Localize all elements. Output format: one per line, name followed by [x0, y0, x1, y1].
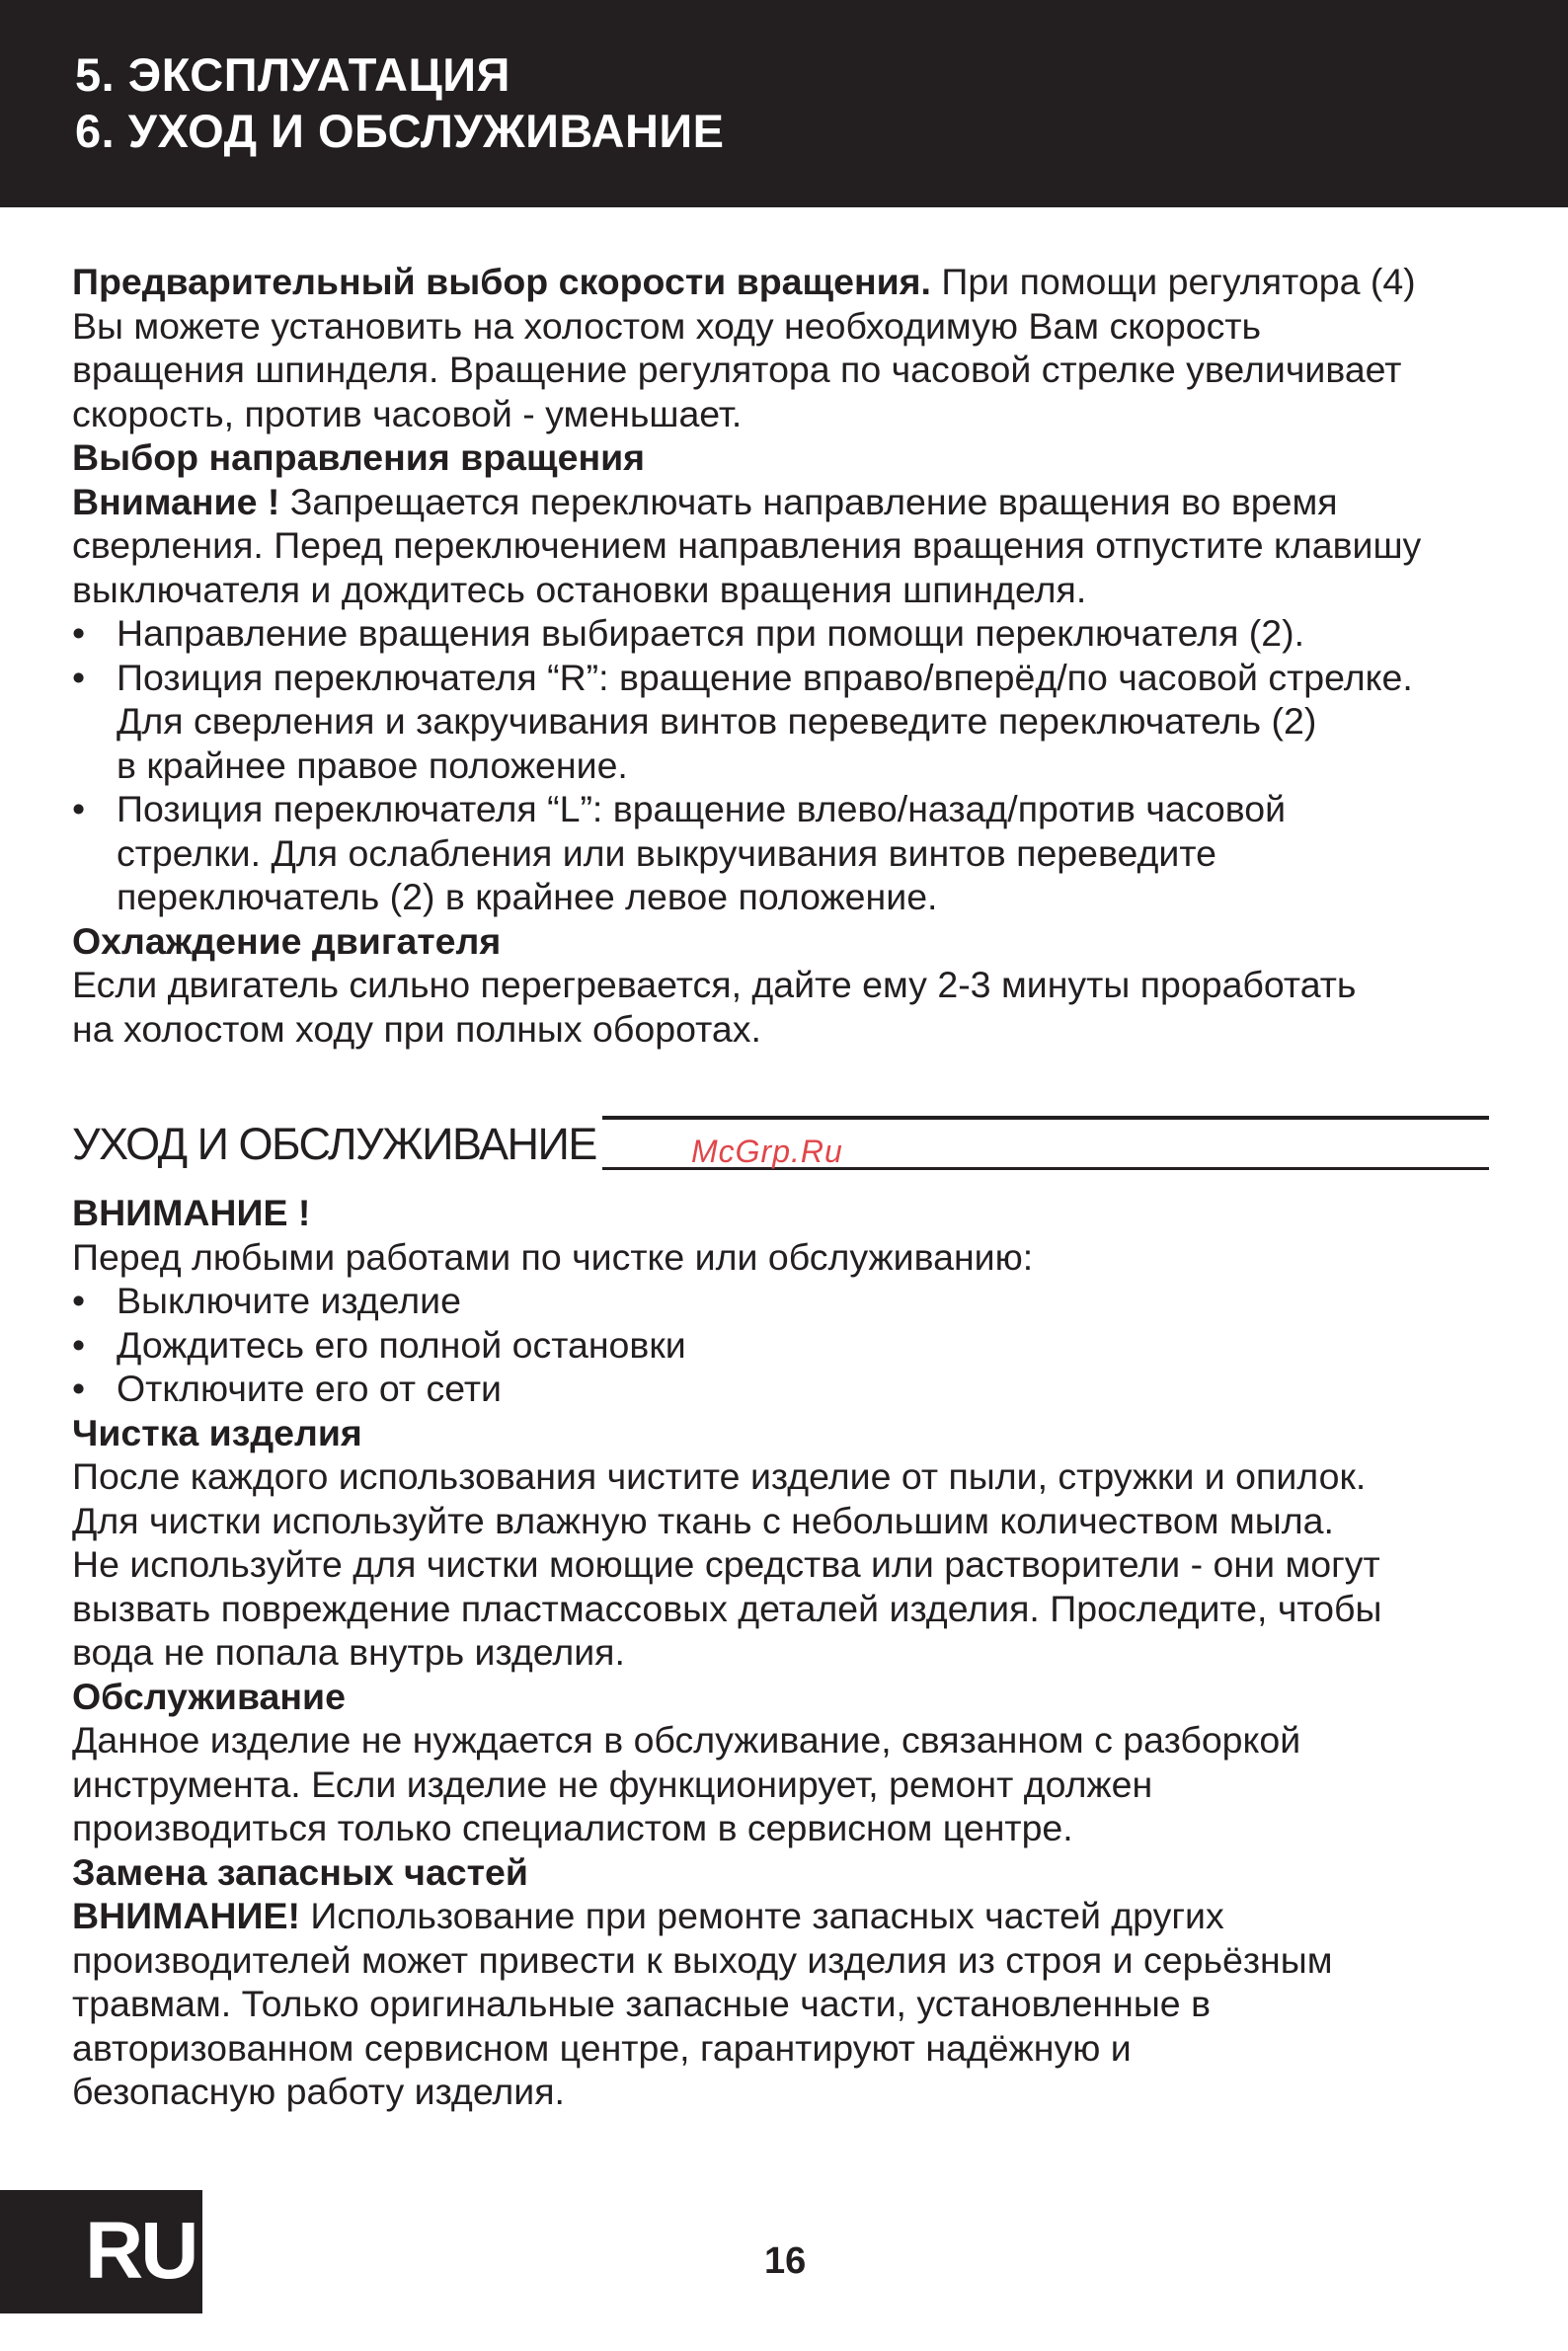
- text-line: на холостом ходу при полных оборотах.: [72, 1007, 761, 1050]
- direction-heading: Выбор направления вращения: [72, 436, 646, 478]
- text-line: Не используйте для чистки моющие средства или растворители - они могут: [72, 1543, 1380, 1585]
- speed-paragraph: [72, 260, 1524, 304]
- language-code: RU: [85, 2206, 196, 2296]
- list-item-text: Направление вращения выбирается при помощи переключателя (2).: [117, 612, 1305, 654]
- speed-label: Предварительный выбор скорости вращения.: [72, 261, 931, 302]
- parts-warning-label: ВНИМАНИЕ!: [72, 1895, 300, 1936]
- text-line: производителей может привести к выходу изделия из строя и серьёзным: [72, 1938, 1333, 1981]
- list-item-text: Дождитесь его полной остановки: [117, 1323, 686, 1366]
- service-heading: Обслуживание: [72, 1675, 346, 1717]
- warning-label: Внимание !: [72, 480, 290, 522]
- language-badge: [0, 2190, 202, 2313]
- text-line: Вы можете установить на холостом ходу необходимую Вам скорость: [72, 304, 1262, 347]
- list-item-continuation: Для сверления и закручивания винтов переведите переключатель (2): [117, 700, 1317, 742]
- text-line: Данное изделие не нуждается в обслуживание, связанном с разборкой: [72, 1719, 1301, 1761]
- header-title-maintenance: 6. УХОД И ОБСЛУЖИВАНИЕ: [75, 105, 725, 157]
- warning-paragraph: [72, 480, 1524, 524]
- text-line: После каждого использования чистите изделие от пыли, стружки и опилок.: [72, 1455, 1367, 1497]
- page-header: [0, 0, 1568, 207]
- list-item-text: Отключите его от сети: [117, 1368, 502, 1409]
- text-line: травмам. Только оригинальные запасные части, установленные в: [72, 1983, 1211, 2024]
- list-item-text: Позиция переключателя “L”: вращение влево/назад/против часовой: [117, 788, 1287, 829]
- list-item: [72, 787, 1524, 831]
- speed-text: При помощи регулятора (4): [930, 261, 1416, 302]
- text-line: скорость, против часовой - уменьшает.: [72, 392, 743, 434]
- text-line: Перед любыми работами по чистке или обслуживанию:: [72, 1235, 1034, 1278]
- list-item-continuation: переключатель (2) в крайнее левое положение.: [117, 876, 938, 917]
- watermark: McGrp.Ru: [691, 1134, 843, 1169]
- text-line: сверления. Перед переключением направления вращения отпустите клавишу: [72, 524, 1422, 566]
- bullet-icon: •: [72, 612, 86, 654]
- list-item-text: Выключите изделие: [117, 1280, 461, 1321]
- parts-paragraph: [72, 1894, 1524, 1938]
- parts-text: Использование при ремонте запасных частей других: [299, 1895, 1224, 1936]
- page-number: 16: [764, 2240, 807, 2282]
- parts-heading: Замена запасных частей: [72, 1850, 528, 1893]
- list-item: [72, 611, 1524, 656]
- text-line: Для чистки используйте влажную ткань с небольшим количеством мыла.: [72, 1499, 1334, 1541]
- text-line: производиться только специалистом в сервисном центре.: [72, 1807, 1073, 1848]
- bullet-icon: •: [72, 1323, 86, 1366]
- text-line: вода не попала внутрь изделия.: [72, 1631, 625, 1673]
- cooling-heading: Охлаждение двигателя: [72, 919, 502, 962]
- warning-text: Запрещается переключать направление вращения во время: [289, 480, 1338, 522]
- text-line: выключателя и дождитесь остановки вращения шпинделя.: [72, 568, 1087, 610]
- cleaning-heading: Чистка изделия: [72, 1411, 362, 1453]
- text-line: Если двигатель сильно перегревается, дайте ему 2-3 минуты проработать: [72, 964, 1357, 1005]
- bullet-icon: •: [72, 656, 86, 698]
- attention-heading: ВНИМАНИЕ !: [72, 1192, 311, 1233]
- text-line: вызвать повреждение пластмассовых деталей изделия. Проследите, чтобы: [72, 1587, 1382, 1629]
- header-title-operation: 5. ЭКСПЛУАТАЦИЯ: [75, 48, 510, 101]
- text-line: вращения шпинделя. Вращение регулятора по часовой стрелке увеличивает: [72, 349, 1402, 390]
- bullet-icon: •: [72, 788, 86, 829]
- list-item: [72, 1323, 1524, 1368]
- section-header: [72, 1051, 1524, 1177]
- list-item: [72, 1279, 1524, 1323]
- text-line: безопасную работу изделия.: [72, 2071, 565, 2112]
- text-line: авторизованном сервисном центре, гарантируют надёжную и: [72, 2026, 1132, 2069]
- bullet-icon: •: [72, 1368, 86, 1409]
- list-item-text: Позиция переключателя “R”: вращение вправо/вперёд/по часовой стрелке.: [117, 656, 1413, 698]
- list-item-continuation: в крайнее правое положение.: [117, 744, 628, 786]
- bullet-icon: •: [72, 1280, 86, 1321]
- page-content: [72, 260, 1524, 2114]
- list-item-continuation: стрелки. Для ослабления или выкручивания винтов переведите: [117, 831, 1216, 874]
- list-item: [72, 1367, 1524, 1411]
- section-title: УХОД И ОБСЛУЖИВАНИЕ: [72, 1116, 602, 1173]
- text-line: инструмента. Если изделие не функционирует, ремонт должен: [72, 1763, 1153, 1805]
- list-item: [72, 656, 1524, 700]
